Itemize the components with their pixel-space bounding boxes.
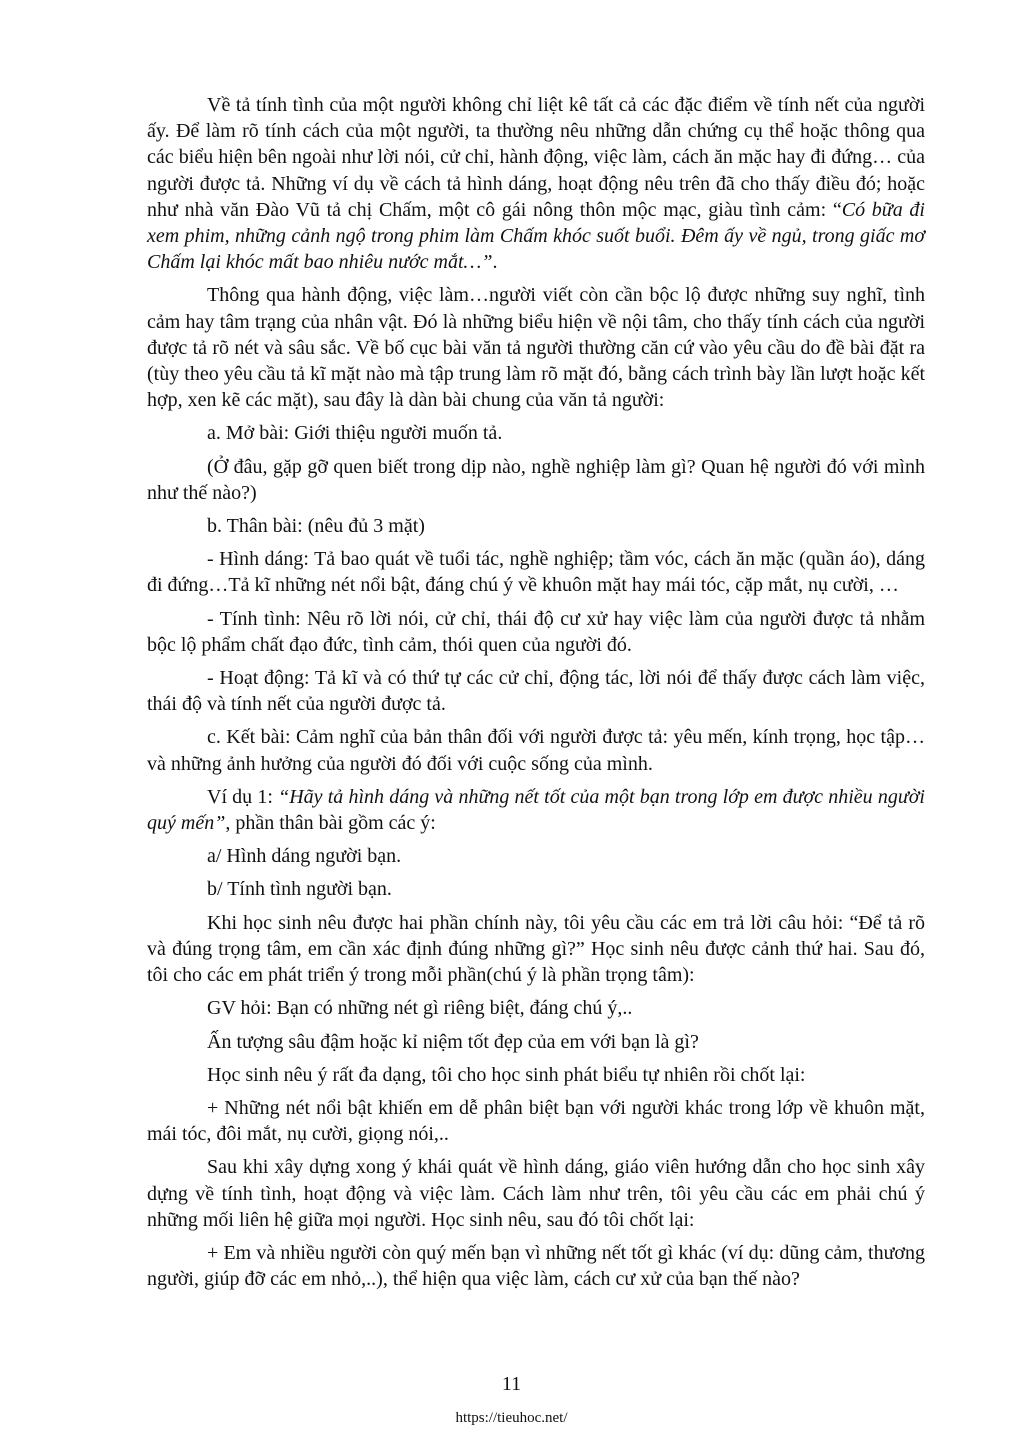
paragraph-19: + Em và nhiều người còn quý mến bạn vì những nết tốt gì khác (ví dụ: dũng cảm, thương người, giúp đỡ các em nhỏ,..), thể hiện qua việc làm, cách cư xử của bạn thế nào? xyxy=(147,1241,925,1291)
paragraph-10-lead: Ví dụ 1: xyxy=(207,785,279,808)
paragraph-10 xyxy=(147,784,925,836)
paragraph-8: - Hoạt động: Tả kĩ và có thứ tự các cử chỉ, động tác, lời nói để thấy được cách làm việc, thái độ và tính nết của người được tả. xyxy=(147,667,925,716)
paragraph-15: Ấn tượng sâu đậm hoặc kỉ niệm tốt đẹp của em với bạn là gì? xyxy=(207,1030,699,1053)
paragraph-2: Thông qua hành động, việc làm…người viết còn cần bộc lộ được những suy nghĩ, tình cảm hay tâm trạng của nhân vật. Đó là những biểu hiện về nội tâm, cho thấy tính cách của người được tả rõ nét và sâu sắc. Về bố cục bài văn tả người thường căn cứ vào yêu cầu do đề bài đặt ra (tùy theo yêu cầu tả kĩ mặt nào mà tập trung làm rõ mặt đó, bằng cách trình bày lần lượt hoặc kết hợp, xen kẽ các mặt), sau đây là dàn bài chung của văn tả người: xyxy=(147,284,925,412)
paragraph-9: c. Kết bài: Cảm nghĩ của bản thân đối với người được tả: yêu mến, kính trọng, học tập…và những ảnh hưởng của người đó đối với cuộc sống của mình. xyxy=(147,726,925,775)
page-number: 11 xyxy=(501,1373,522,1395)
paragraph-12: b/ Tính tình người bạn. xyxy=(207,878,392,901)
paragraph-18: Sau khi xây dựng xong ý khái quát về hình dáng, giáo viên hướng dẫn cho học sinh xây dựng về tính tình, hoạt động và việc làm. Cách làm như trên, tôi yêu cầu các em phải chú ý những mối liên hệ giữa mọi người. Học sinh nêu, sau đó tôi chốt lại: xyxy=(147,1156,925,1231)
paragraph-1-quote: Có bữa đi xem phim, những cảnh ngộ trong phim làm Chấm khóc suốt buổi. Đêm ấy về ngủ, trong giấc mơ Chấm lại khóc mất bao nhiêu nước mắt…” xyxy=(147,198,925,274)
paragraph-4: (Ở đâu, gặp gỡ quen biết trong dịp nào, nghề nghiệp làm gì? Quan hệ người đó với mình như thế nào?) xyxy=(147,455,925,504)
paragraph-17: + Những nét nổi bật khiến em dễ phân biệt bạn với người khác trong lớp về khuôn mặt, mái tóc, đôi mắt, nụ cười, giọng nói,.. xyxy=(147,1096,925,1146)
paragraph-1 xyxy=(147,92,925,275)
footer-url[interactable]: https://tieuhoc.net/ xyxy=(455,1410,568,1426)
paragraph-16: Học sinh nêu ý rất đa dạng, tôi cho học sinh phát biểu tự nhiên rồi chốt lại: xyxy=(207,1063,806,1086)
paragraph-10-end: , phần thân bài gồm các ý: xyxy=(225,812,436,835)
paragraph-13: Khi học sinh nêu được hai phần chính này, tôi yêu cầu các em trả lời câu hỏi: “Để tả rõ và đúng trọng tâm, em cần xác định đúng những gì?” Học sinh nêu được cảnh thứ hai. Sau đó, tôi cho các em phát triển ý trong mỗi phần(chú ý là phần trọng tâm): xyxy=(147,911,925,987)
document-body xyxy=(147,92,925,1299)
paragraph-1-end: . xyxy=(492,251,498,274)
paragraph-14: GV hỏi: Bạn có những nét gì riêng biệt, đáng chú ý,.. xyxy=(207,997,633,1020)
paragraph-3: a. Mở bài: Giới thiệu người muốn tả. xyxy=(207,422,503,445)
paragraph-10-quote: “Hãy tả hình dáng và những nết tốt của một bạn trong lớp em được nhiều người quý mến” xyxy=(147,785,925,835)
paragraph-1-text: Về tả tính tình của một người không chỉ liệt kê tất cả các đặc điểm về tính nết của người ấy. Để làm rõ tính cách của một người, ta thường nêu những dẫn chứng cụ thể hoặc thông qua các biểu hiện bên ngoài như lời nói, cử chỉ, hành động, việc làm, cách ăn mặc hay đi đứng… của người được tả. Những ví dụ về cách tả hình dáng, hoạt động nêu trên đã cho thấy điều đó; hoặc như nhà văn Đào Vũ tả chị Chấm, một cô gái nông thôn mộc mạc, giàu tình cảm: “ xyxy=(147,94,925,221)
paragraph-7: - Tính tình: Nêu rõ lời nói, cử chỉ, thái độ cư xử hay việc làm của người được tả nhằm bộc lộ phẩm chất đạo đức, tình cảm, thói quen của người đó. xyxy=(147,607,925,656)
paragraph-11: a/ Hình dáng người bạn. xyxy=(207,845,402,868)
paragraph-5: b. Thân bài: (nêu đủ 3 mặt) xyxy=(207,515,425,538)
paragraph-6: - Hình dáng: Tả bao quát về tuổi tác, nghề nghiệp; tầm vóc, cách ăn mặc (quần áo), dáng đi đứng…Tả kĩ những nét nổi bật, đáng chú ý về khuôn mặt hay mái tóc, cặp mắt, nụ cười, … xyxy=(147,548,925,597)
